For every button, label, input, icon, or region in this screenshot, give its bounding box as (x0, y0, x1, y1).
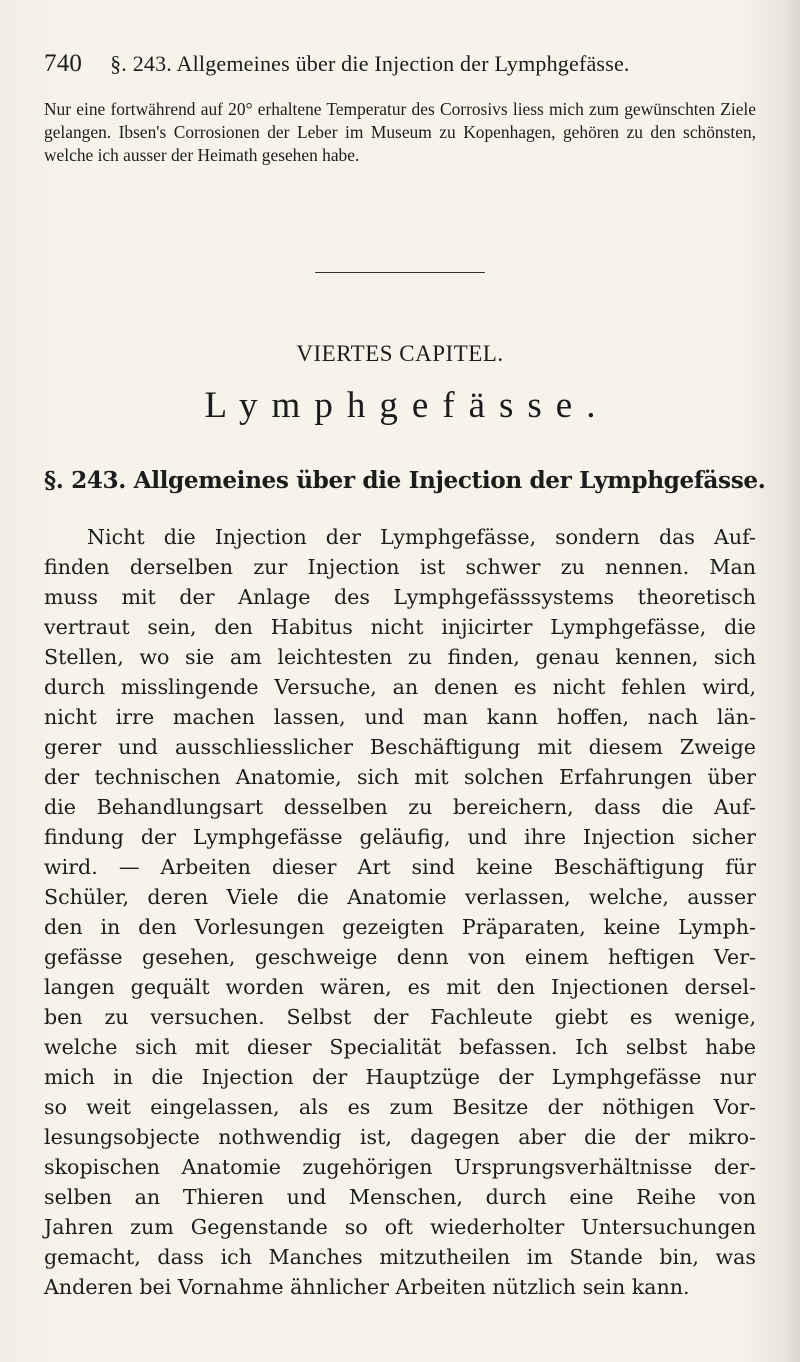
body-line: Anderen bei Vornahme ähnlicher Arbeiten nützlich sein kann. (44, 1275, 690, 1299)
body-line: den in den Vorlesungen gezeigten Präparaten, keine Lymph- (44, 915, 756, 939)
body-line: findung der Lymphgefässe geläufig, und ihre Injection sicher (44, 825, 756, 849)
body-line: vertraut sein, den Habitus nicht injicirter Lymphgefässe, die (44, 615, 756, 639)
body-line: wird. — Arbeiten dieser Art sind keine Beschäftigung für (44, 855, 756, 879)
body-paragraph (44, 522, 756, 1302)
body-line: Jahren zum Gegenstande so oft wiederholter Untersuchungen (44, 1215, 756, 1239)
body-line: Stellen, wo sie am leichtesten zu finden, genau kennen, sich (44, 645, 756, 669)
chapter-title: Lymphgefässe. (204, 385, 610, 426)
body-line: gemacht, dass ich Manches mitzutheilen im Stande bin, was (44, 1245, 756, 1269)
body-line: ben zu versuchen. Selbst der Fachleute giebt es wenige, (44, 1005, 756, 1029)
body-line: mich in die Injection der Hauptzüge der Lymphgefässe nur (44, 1065, 756, 1089)
running-head-title: §. 243. Allgemeines über die Injection der Lymphgefässe. (110, 51, 630, 76)
body-line: gerer und ausschliesslicher Beschäftigung mit diesem Zweige (44, 735, 756, 759)
body-line: langen gequält worden wären, es mit den Injectionen dersel- (44, 975, 756, 999)
body-line: welche sich mit dieser Specialität befassen. Ich selbst habe (44, 1035, 756, 1059)
body-line: gefässe gesehen, geschweige denn von einem heftigen Ver- (44, 945, 756, 969)
section-divider (315, 272, 485, 273)
body-line: nicht irre machen lassen, und man kann hoffen, nach län- (44, 705, 756, 729)
body-line: durch misslingende Versuche, an denen es nicht fehlen wird, (44, 675, 756, 699)
body-line: skopischen Anatomie zugehörigen Ursprungsverhältnisse der- (44, 1155, 756, 1179)
body-line: Nicht die Injection der Lymphgefässe, sondern das Auf- (87, 525, 756, 549)
body-line: die Behandlungsart desselben zu bereichern, dass die Auf- (44, 795, 756, 819)
body-line: lesungsobjecte nothwendig ist, dagegen aber die der mikro- (44, 1125, 756, 1149)
body-line: Schüler, deren Viele die Anatomie verlassen, welche, ausser (44, 885, 756, 909)
running-head (44, 50, 764, 78)
body-line: finden derselben zur Injection ist schwer zu nennen. Man (44, 555, 756, 579)
chapter-heading: VIERTES CAPITEL. (296, 341, 504, 366)
body-line: so weit eingelassen, als es zum Besitze der nöthigen Vor- (44, 1095, 756, 1119)
intro-paragraph: Nur eine fortwährend auf 20° erhaltene Temperatur des Corrosivs liess mich zum gewünschten Ziele gelangen. Ibsen's Corrosionen der Leber im Museum zu Kopenhagen, gehören zu den schönsten, welche ich ausser der Heimath gesehen habe. (44, 99, 756, 166)
body-line: muss mit der Anlage des Lymphgefässsystems theoretisch (44, 585, 756, 609)
page-number: 740 (44, 50, 83, 77)
section-heading: §. 243. Allgemeines über die Injection der Lymphgefässe. (44, 467, 766, 494)
body-line: selben an Thieren und Menschen, durch eine Reihe von (44, 1185, 756, 1209)
body-line: der technischen Anatomie, sich mit solchen Erfahrungen über (44, 765, 756, 789)
